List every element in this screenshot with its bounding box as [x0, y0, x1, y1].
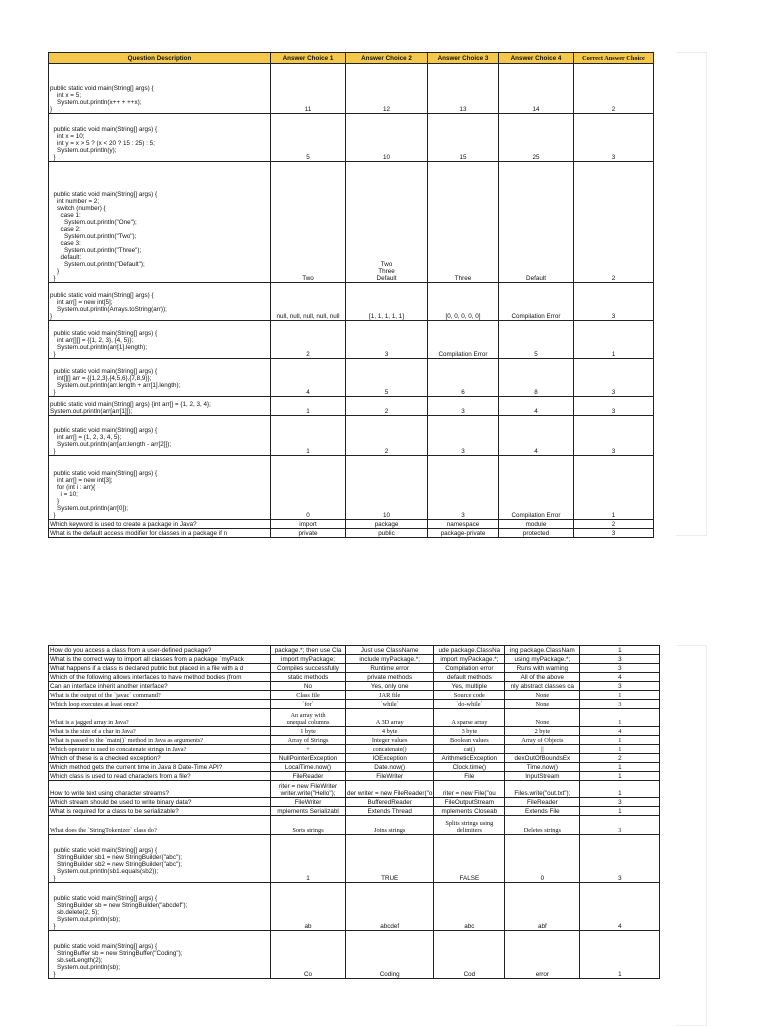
correct-answer-cell: 3 [580, 682, 660, 691]
table-row [49, 736, 660, 745]
answer-choice-3-cell: Cod [434, 931, 505, 979]
answer-choice-2-cell: package [346, 520, 428, 529]
answer-choice-4-cell: module [499, 520, 574, 529]
answer-choice-4-cell: Time.now() [505, 763, 580, 772]
answer-choice-1-cell: + [271, 745, 346, 754]
question-cell: public static void main(String[] args) { int x = 5; System.out.println(x++ + ++x); } [49, 64, 271, 114]
answer-choice-2-cell: private methods [346, 673, 434, 682]
answer-choice-1-cell: 1 [271, 416, 346, 456]
answer-choice-3-cell: 15 [428, 114, 499, 162]
table-row [49, 816, 660, 835]
answer-choice-3-cell: 3 [428, 397, 499, 416]
table-row [49, 646, 660, 655]
answer-choice-1-cell: No [271, 682, 346, 691]
table-row [49, 691, 660, 700]
correct-answer-cell: 2 [574, 520, 654, 529]
header-answer-choice-3: Answer Choice 3 [428, 53, 499, 64]
correct-answer-cell: 3 [580, 700, 660, 709]
table-row [49, 763, 660, 772]
answer-choice-3-cell: `do-while` [434, 700, 505, 709]
correct-answer-cell: 1 [580, 763, 660, 772]
correct-answer-cell: 1 [580, 807, 660, 816]
correct-answer-cell: 1 [580, 691, 660, 700]
answer-choice-3-cell: namespace [428, 520, 499, 529]
table-row [49, 931, 660, 979]
answer-choice-2-cell: 12 [346, 64, 428, 114]
table-row [49, 520, 654, 529]
table-row [49, 64, 654, 114]
answer-choice-4-cell: None [505, 691, 580, 700]
correct-answer-cell: 1 [580, 736, 660, 745]
answer-choice-4-cell: 5 [499, 321, 574, 359]
answer-choice-1-cell: An array with unequal columns [271, 709, 346, 727]
answer-choice-3-cell: cat() [434, 745, 505, 754]
question-cell: Can an interface inherit another interface? [49, 682, 271, 691]
question-cell: public static void main(String[] args) { int x = 10; int y = x > 5 ? (x < 20 ? 15 : 25) : 5; System.out.println(y); } [49, 114, 271, 162]
answer-choice-2-cell: 10 [346, 114, 428, 162]
question-cell: public static void main(String[] args) { StringBuilder sb1 = new StringBuilder("abc"); StringBuilder sb2 = new StringBuilder("abc"); System.out.println(sb1.equals(sb2)); } [49, 835, 271, 883]
answer-choice-1-cell: FileWriter [271, 798, 346, 807]
answer-choice-2-cell: 2 [346, 397, 428, 416]
answer-choice-2-cell: Coding [346, 931, 434, 979]
answer-choice-4-cell: 0 [505, 835, 580, 883]
answer-choice-1-cell: 2 [271, 321, 346, 359]
answer-choice-2-cell: Joins strings [346, 816, 434, 835]
answer-choice-2-cell: 10 [346, 456, 428, 520]
correct-answer-cell: 3 [574, 114, 654, 162]
question-cell: How to write text using character streams? [49, 781, 271, 798]
correct-answer-cell: 2 [580, 754, 660, 763]
answer-choice-3-cell: default methods [434, 673, 505, 682]
sheet-gridline [676, 52, 707, 536]
answer-choice-3-cell: 3 [428, 456, 499, 520]
answer-choice-4-cell: Deletes strings [505, 816, 580, 835]
answer-choice-3-cell: Source code [434, 691, 505, 700]
sheet-gridline [676, 645, 707, 1026]
correct-answer-cell: 1 [580, 772, 660, 781]
answer-choice-2-cell: 2 [346, 416, 428, 456]
question-cell: public static void main(String[] args) { int arr[] = new int[5]; System.out.println(Arrays.toString(arr)); } [49, 283, 271, 321]
answer-choice-2-cell: 3 [346, 321, 428, 359]
answer-choice-3-cell: [0, 0, 0, 0, 0] [428, 283, 499, 321]
answer-choice-2-cell: Yes, only one [346, 682, 434, 691]
answer-choice-2-cell: 4 byte [346, 727, 434, 736]
answer-choice-1-cell: static methods [271, 673, 346, 682]
question-table-2 [48, 645, 660, 979]
table-row [49, 321, 654, 359]
header-question-description: Question Description [49, 53, 271, 64]
correct-answer-cell: 1 [580, 745, 660, 754]
answer-choice-3-cell: abc [434, 883, 505, 931]
correct-answer-cell: 1 [580, 781, 660, 798]
answer-choice-3-cell: Boolean values [434, 736, 505, 745]
answer-choice-3-cell: ArithmeticException [434, 754, 505, 763]
correct-answer-cell: 3 [574, 283, 654, 321]
correct-answer-cell: 3 [574, 359, 654, 397]
header-row [49, 53, 654, 64]
answer-choice-3-cell: Clock.time() [434, 763, 505, 772]
answer-choice-2-cell: include myPackage.*; [346, 655, 434, 664]
header-correct-answer-choice: Correct Answer Choice [574, 53, 654, 64]
table-row [49, 835, 660, 883]
question-cell: Which of these is a checked exception? [49, 754, 271, 763]
answer-choice-3-cell: Yes, multiple [434, 682, 505, 691]
answer-choice-2-cell: TRUE [346, 835, 434, 883]
question-cell: What is a jagged array in Java? [49, 709, 271, 727]
answer-choice-1-cell: Compiles successfully [271, 664, 346, 673]
correct-answer-cell: 1 [574, 321, 654, 359]
table-row [49, 416, 654, 456]
answer-choice-1-cell: riter = new FileWriter writer.write("Hello"); [271, 781, 346, 798]
question-table-1 [48, 52, 654, 538]
table-row [49, 162, 654, 283]
answer-choice-4-cell: 4 [499, 397, 574, 416]
table-row [49, 807, 660, 816]
answer-choice-1-cell: 1 [271, 835, 346, 883]
answer-choice-4-cell: None [505, 709, 580, 727]
answer-choice-4-cell: Files.write("out.txt"); [505, 781, 580, 798]
answer-choice-2-cell: concatenate() [346, 745, 434, 754]
answer-choice-3-cell: Compilation Error [428, 321, 499, 359]
answer-choice-4-cell: Runs with warning [505, 664, 580, 673]
table-row [49, 114, 654, 162]
answer-choice-1-cell: FileReader [271, 772, 346, 781]
table-row [49, 772, 660, 781]
answer-choice-3-cell: 6 [428, 359, 499, 397]
answer-choice-4-cell: ing package.ClassNam [505, 646, 580, 655]
answer-choice-1-cell: Class file [271, 691, 346, 700]
answer-choice-4-cell: || [505, 745, 580, 754]
table-row [49, 673, 660, 682]
answer-choice-2-cell: [1, 1, 1, 1, 1] [346, 283, 428, 321]
answer-choice-4-cell: using myPackage.*; [505, 655, 580, 664]
table-row [49, 456, 654, 520]
table-2-body [49, 646, 660, 979]
answer-choice-3-cell: FALSE [434, 835, 505, 883]
answer-choice-2-cell: A 3D array [346, 709, 434, 727]
correct-answer-cell: 4 [580, 727, 660, 736]
correct-answer-cell: 2 [574, 64, 654, 114]
header-answer-choice-2: Answer Choice 2 [346, 53, 428, 64]
answer-choice-2-cell: 5 [346, 359, 428, 397]
table-row [49, 397, 654, 416]
answer-choice-3-cell: Splits strings using delimiters [434, 816, 505, 835]
table-row [49, 359, 654, 397]
table-row [49, 529, 654, 538]
answer-choice-2-cell: IOException [346, 754, 434, 763]
question-cell: public static void main(String[] args) {int arr[] = {1, 2, 3, 4}; System.out.println(arr[arr[1]]); [49, 397, 271, 416]
answer-choice-2-cell: der writer = new FileReader("o [346, 781, 434, 798]
question-cell: What is the size of a char in Java? [49, 727, 271, 736]
correct-answer-cell: 1 [580, 709, 660, 727]
answer-choice-4-cell: All of the above [505, 673, 580, 682]
answer-choice-2-cell: abcdef [346, 883, 434, 931]
answer-choice-3-cell: ude package.ClassNa [434, 646, 505, 655]
answer-choice-2-cell: public [346, 529, 428, 538]
answer-choice-2-cell: Two Three Default [346, 162, 428, 283]
answer-choice-4-cell: 25 [499, 114, 574, 162]
correct-answer-cell: 3 [580, 655, 660, 664]
answer-choice-1-cell: 4 [271, 359, 346, 397]
answer-choice-2-cell: Date.now() [346, 763, 434, 772]
table-row [49, 664, 660, 673]
question-cell: Which method gets the current time in Java 8 Date-Time API? [49, 763, 271, 772]
answer-choice-1-cell: mplements Serializabl [271, 807, 346, 816]
answer-choice-1-cell: 5 [271, 114, 346, 162]
question-cell: public static void main(String[] args) { int arr[][] = {{1, 2, 3}, {4, 5}}; System.out.println(arr[1].length); } [49, 321, 271, 359]
answer-choice-1-cell: import myPackage; [271, 655, 346, 664]
answer-choice-1-cell: NullPointerException [271, 754, 346, 763]
question-cell: Which class is used to read characters from a file? [49, 772, 271, 781]
answer-choice-2-cell: `while` [346, 700, 434, 709]
answer-choice-2-cell: Integer values [346, 736, 434, 745]
question-cell: public static void main(String[] args) { int arr[] = new int[3]; for (int i : arr){ i = 10; } System.out.println(arr[0]); } [49, 456, 271, 520]
correct-answer-cell: 3 [580, 835, 660, 883]
answer-choice-4-cell: Array of Objects [505, 736, 580, 745]
answer-choice-3-cell: mplements Closeab [434, 807, 505, 816]
correct-answer-cell: 3 [580, 664, 660, 673]
answer-choice-1-cell: Sorts strings [271, 816, 346, 835]
answer-choice-1-cell: Array of Strings [271, 736, 346, 745]
answer-choice-3-cell: 3 [428, 416, 499, 456]
question-cell: What happens if a class is declared public but placed in a file with a d [49, 664, 271, 673]
answer-choice-4-cell: Extends File [505, 807, 580, 816]
question-cell: What is the correct way to import all classes from a package `myPack [49, 655, 271, 664]
table-row [49, 709, 660, 727]
answer-choice-2-cell: Extends Thread [346, 807, 434, 816]
answer-choice-1-cell: import [271, 520, 346, 529]
answer-choice-4-cell: Default [499, 162, 574, 283]
answer-choice-3-cell: 13 [428, 64, 499, 114]
table-1-body [49, 64, 654, 538]
answer-choice-4-cell: Compilation Error [499, 456, 574, 520]
answer-choice-3-cell: File [434, 772, 505, 781]
header-answer-choice-1: Answer Choice 1 [271, 53, 346, 64]
answer-choice-2-cell: FileWriter [346, 772, 434, 781]
table-row [49, 798, 660, 807]
table-row [49, 682, 660, 691]
question-cell: Which of the following allows interfaces to have method bodies (from [49, 673, 271, 682]
answer-choice-3-cell: package-private [428, 529, 499, 538]
answer-choice-3-cell: Compilation error [434, 664, 505, 673]
correct-answer-cell: 1 [580, 931, 660, 979]
answer-choice-4-cell: FileReader [505, 798, 580, 807]
table-row [49, 883, 660, 931]
correct-answer-cell: 3 [580, 798, 660, 807]
answer-choice-1-cell: 0 [271, 456, 346, 520]
answer-choice-1-cell: `for` [271, 700, 346, 709]
answer-choice-2-cell: Just use ClassName [346, 646, 434, 655]
answer-choice-1-cell: Two [271, 162, 346, 283]
question-cell: public static void main(String[] args) { StringBuffer sb = new StringBuffer("Coding"); sb.setLength(2); System.out.println(sb); } [49, 931, 271, 979]
question-cell: Which keyword is used to create a package in Java? [49, 520, 271, 529]
correct-answer-cell: 1 [574, 456, 654, 520]
answer-choice-4-cell: error [505, 931, 580, 979]
answer-choice-1-cell: LocalTime.now() [271, 763, 346, 772]
question-cell: How do you access a class from a user-defined package? [49, 646, 271, 655]
question-cell: What is passed to the `main()` method in Java as arguments? [49, 736, 271, 745]
answer-choice-1-cell: 1 byte [271, 727, 346, 736]
answer-choice-4-cell: 4 [499, 416, 574, 456]
answer-choice-4-cell: dexOutOfBoundsEx [505, 754, 580, 763]
table-row [49, 655, 660, 664]
answer-choice-1-cell: package.*; then use Cla [271, 646, 346, 655]
answer-choice-4-cell: 14 [499, 64, 574, 114]
question-cell: What is required for a class to be serializable? [49, 807, 271, 816]
correct-answer-cell: 3 [574, 416, 654, 456]
answer-choice-1-cell: 11 [271, 64, 346, 114]
question-cell: Which operator is used to concatenate strings in Java? [49, 745, 271, 754]
answer-choice-1-cell: ab [271, 883, 346, 931]
answer-choice-1-cell: null, null, null, null, null [271, 283, 346, 321]
answer-choice-4-cell: InputStream [505, 772, 580, 781]
table-row [49, 700, 660, 709]
answer-choice-4-cell: 2 byte [505, 727, 580, 736]
table-row [49, 781, 660, 798]
correct-answer-cell: 3 [580, 816, 660, 835]
correct-answer-cell: 3 [574, 397, 654, 416]
question-cell: public static void main(String[] args) { int[][] arr = {{1,2,3},{4,5,6},{7,8,9}}; System.out.println(arr.length + arr[1].length); } [49, 359, 271, 397]
answer-choice-4-cell: abf [505, 883, 580, 931]
question-cell: public static void main(String[] args) { int number = 2; switch (number) { case 1: System.out.println("One"); case 2: System.out.println("Two"); case 3: System.out.println("Three"); default: System.out.println("Default"); } } [49, 162, 271, 283]
answer-choice-2-cell: Runtime error [346, 664, 434, 673]
answer-choice-2-cell: BufferedReader [346, 798, 434, 807]
answer-choice-4-cell: Compilation Error [499, 283, 574, 321]
table-row [49, 745, 660, 754]
question-cell: Which stream should be used to write binary data? [49, 798, 271, 807]
answer-choice-3-cell: FileOutputStream [434, 798, 505, 807]
answer-choice-3-cell: riter = new File("ou [434, 781, 505, 798]
answer-choice-3-cell: import myPackage.*; [434, 655, 505, 664]
question-cell: What is the output of the `javac` command? [49, 691, 271, 700]
table-row [49, 754, 660, 763]
question-cell: public static void main(String[] args) { StringBuilder sb = new StringBuilder("abcdef"); sb.delete(2, 5); System.out.println(sb); } [49, 883, 271, 931]
answer-choice-2-cell: JAR file [346, 691, 434, 700]
header-answer-choice-4: Answer Choice 4 [499, 53, 574, 64]
correct-answer-cell: 2 [574, 162, 654, 283]
table-row [49, 283, 654, 321]
answer-choice-1-cell: private [271, 529, 346, 538]
table-row [49, 727, 660, 736]
answer-choice-3-cell: Three [428, 162, 499, 283]
answer-choice-4-cell: nly abstract classes ca [505, 682, 580, 691]
correct-answer-cell: 4 [580, 883, 660, 931]
answer-choice-4-cell: protected [499, 529, 574, 538]
correct-answer-cell: 3 [574, 529, 654, 538]
question-cell: Which loop executes at least once? [49, 700, 271, 709]
correct-answer-cell: 4 [580, 673, 660, 682]
answer-choice-4-cell: None [505, 700, 580, 709]
answer-choice-4-cell: 8 [499, 359, 574, 397]
correct-answer-cell: 1 [580, 646, 660, 655]
question-cell: public static void main(String[] args) { int arr[] = {1, 2, 3, 4, 5}; System.out.println(arr[arr.length - arr[2]]); } [49, 416, 271, 456]
question-cell: What is the default access modifier for classes in a package if n [49, 529, 271, 538]
answer-choice-1-cell: Co [271, 931, 346, 979]
answer-choice-1-cell: 1 [271, 397, 346, 416]
answer-choice-3-cell: A sparse array [434, 709, 505, 727]
question-cell: What does the `StringTokenizer` class do? [49, 816, 271, 835]
answer-choice-3-cell: 3 byte [434, 727, 505, 736]
